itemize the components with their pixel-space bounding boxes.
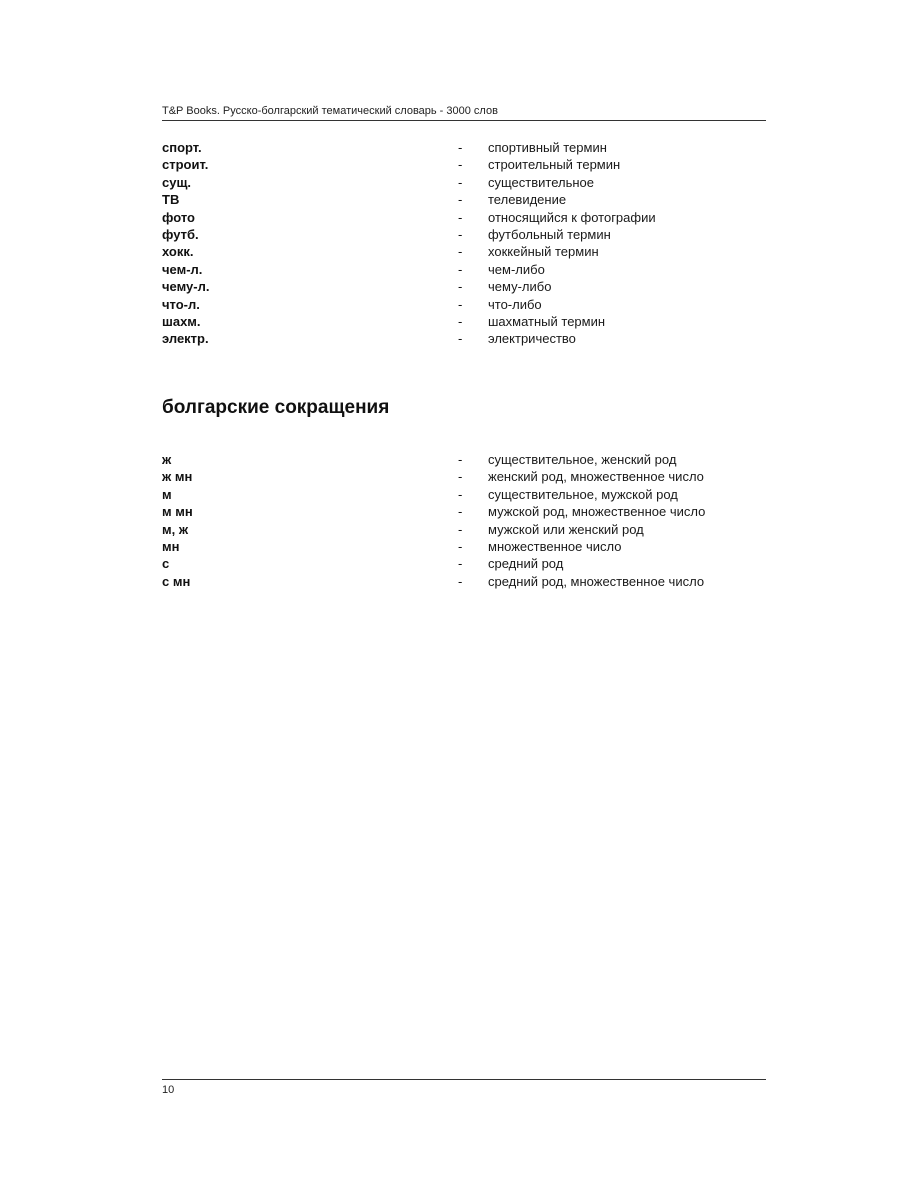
- abbreviation-row: [162, 243, 766, 260]
- abbreviation-term: чем-л.: [162, 261, 203, 277]
- abbreviation-row: [162, 555, 766, 572]
- abbreviation-row: [162, 261, 766, 278]
- abbreviation-dash: -: [458, 556, 463, 572]
- abbreviation-term: хокк.: [162, 244, 194, 260]
- abbreviation-dash: -: [458, 452, 463, 467]
- russian-abbreviations-list: [162, 139, 766, 348]
- abbreviation-row: [162, 191, 766, 208]
- abbreviation-term: спорт.: [162, 140, 202, 155]
- abbreviation-term: с: [162, 556, 170, 572]
- abbreviation-term: ж: [162, 452, 172, 467]
- abbreviation-definition: электричество: [488, 331, 576, 347]
- abbreviation-row: [162, 538, 766, 555]
- abbreviation-dash: -: [458, 244, 463, 260]
- abbreviation-definition: относящийся к фотографии: [488, 209, 656, 225]
- abbreviation-definition: что-либо: [488, 296, 542, 312]
- abbreviation-row: [162, 521, 766, 538]
- abbreviation-definition: существительное, мужской род: [488, 486, 678, 502]
- abbreviation-definition: хоккейный термин: [488, 244, 599, 260]
- abbreviation-term: м, ж: [162, 521, 189, 537]
- abbreviation-dash: -: [458, 261, 463, 277]
- abbreviation-definition: средний род, множественное число: [488, 573, 705, 589]
- abbreviation-row: [162, 330, 766, 347]
- abbreviation-dash: -: [458, 538, 463, 554]
- abbreviation-term: ж мн: [162, 469, 193, 485]
- abbreviation-dash: -: [458, 174, 463, 190]
- abbreviation-row: [162, 209, 766, 226]
- abbreviation-definition: мужской род, множественное число: [488, 504, 706, 520]
- abbreviation-definition: существительное, женский род: [488, 452, 677, 467]
- abbreviation-term: м мн: [162, 504, 193, 520]
- abbreviation-row: [162, 313, 766, 330]
- abbreviation-row: [162, 156, 766, 173]
- abbreviation-term: шахм.: [162, 313, 201, 329]
- abbreviation-definition: женский род, множественное число: [488, 469, 704, 485]
- abbreviation-row: [162, 226, 766, 243]
- abbreviation-row: [162, 278, 766, 295]
- abbreviation-row: [162, 573, 766, 590]
- abbreviation-term: чему-л.: [162, 279, 210, 295]
- abbreviation-definition: существительное: [488, 174, 595, 190]
- page-footer: [162, 1079, 766, 1097]
- bulgarian-abbreviations-list: [162, 451, 766, 590]
- abbreviation-term: сущ.: [162, 174, 192, 190]
- abbreviation-row: [162, 503, 766, 520]
- abbreviation-row: [162, 296, 766, 313]
- abbreviation-term: футб.: [162, 226, 199, 242]
- abbreviation-dash: -: [458, 469, 463, 485]
- abbreviation-dash: -: [458, 486, 463, 502]
- footer-rule: [162, 1079, 766, 1080]
- abbreviation-dash: -: [458, 504, 463, 520]
- abbreviation-dash: -: [458, 157, 463, 173]
- page-number: 10: [162, 1084, 175, 1096]
- abbreviation-term: мн: [162, 538, 180, 554]
- abbreviation-row: [162, 486, 766, 503]
- abbreviation-row: [162, 139, 766, 156]
- abbreviation-dash: -: [458, 521, 463, 537]
- abbreviation-definition: множественное число: [488, 538, 622, 554]
- abbreviation-definition: мужской или женский род: [488, 521, 644, 537]
- abbreviation-dash: -: [458, 192, 463, 208]
- abbreviation-row: [162, 468, 766, 485]
- abbreviation-dash: -: [458, 140, 463, 155]
- abbreviation-dash: -: [458, 296, 463, 312]
- section-heading-bulgarian-abbreviations: болгарские сокращения: [162, 397, 390, 418]
- abbreviation-definition: телевидение: [488, 192, 567, 208]
- abbreviation-dash: -: [458, 313, 463, 329]
- abbreviation-term: м: [162, 486, 172, 502]
- abbreviation-dash: -: [458, 279, 463, 295]
- abbreviation-definition: средний род: [488, 556, 564, 572]
- page-header: [162, 104, 766, 121]
- abbreviation-dash: -: [458, 573, 463, 589]
- abbreviation-dash: -: [458, 331, 463, 347]
- abbreviation-definition: шахматный термин: [488, 313, 606, 329]
- abbreviation-dash: -: [458, 209, 463, 225]
- abbreviation-term: с мн: [162, 573, 191, 589]
- abbreviation-definition: чему-либо: [488, 279, 552, 295]
- header-rule: [162, 120, 766, 121]
- abbreviation-definition: футбольный термин: [488, 226, 611, 242]
- running-header-title: T&P Books. Русско-болгарский тематический словарь - 3000 слов: [162, 105, 498, 117]
- abbreviation-definition: строительный термин: [488, 157, 621, 173]
- abbreviation-row: [162, 451, 766, 468]
- abbreviation-term: ТВ: [162, 192, 180, 208]
- abbreviation-row: [162, 174, 766, 191]
- abbreviation-dash: -: [458, 226, 463, 242]
- abbreviation-term: фото: [162, 209, 195, 225]
- abbreviation-term: что-л.: [162, 296, 200, 312]
- abbreviation-term: строит.: [162, 157, 209, 173]
- abbreviation-term: электр.: [162, 331, 209, 347]
- abbreviation-definition: спортивный термин: [488, 140, 607, 155]
- abbreviation-definition: чем-либо: [488, 261, 545, 277]
